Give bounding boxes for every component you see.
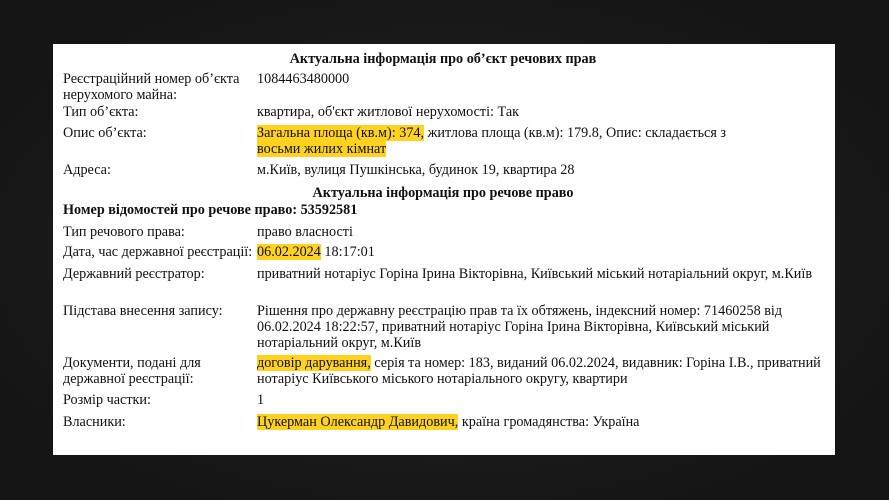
label-basis: Підстава внесення запису: [63, 303, 223, 319]
section-title-object: Актуальна інформація про об’єкт речових прав [289, 51, 597, 67]
row-object-type [63, 104, 823, 125]
highlight-rooms: восьми жилих кімнат [257, 141, 387, 157]
value-basis: Рішення про державну реєстрацію прав та їх обтяжень, індексний номер: 71460258 від 06.02.2024 18:22:57, приватний нотаріус Горіна Ірина Вікторівна, Київський міський нотаріальний округ, м.Київ [257, 303, 783, 351]
value-share: 1 [257, 392, 265, 408]
label-right-type: Тип речового права: [63, 224, 185, 240]
registry-document [53, 44, 835, 455]
label-reg-number: Реєстраційний номер об’єкта нерухомого майна: [63, 71, 240, 103]
label-owners: Власники: [63, 414, 126, 430]
label-object-type: Тип об’єкта: [63, 104, 139, 120]
registration-time: 18:17:01 [320, 244, 375, 260]
label-description: Опис об’єкта: [63, 125, 147, 141]
label-documents: Документи, подані для державної реєстрації: [63, 355, 201, 387]
row-description [63, 125, 823, 162]
highlight-gift-agreement: договір дарування, [257, 355, 371, 371]
row-documents [63, 355, 823, 392]
highlight-date: 06.02.2024 [257, 244, 321, 260]
description-text: житлова площа (кв.м): 179.8, Опис: складається з [424, 125, 727, 141]
documents-text: серія та номер: 183, виданий 06.02.2024, видавник: Горіна І.В., приватний нотаріус Київського міського нотаріального округу, квартири [257, 355, 821, 387]
section-title-right: Актуальна інформація про речове право [312, 185, 574, 201]
value-object-type: квартира, об'єкт житлової нерухомості: Так [257, 104, 520, 120]
owner-citizenship: країна громадянства: Україна [458, 414, 640, 430]
row-basis [63, 303, 823, 355]
highlight-owner-name: Цукерман Олександр Давидович, [257, 414, 459, 430]
row-registrar [63, 266, 823, 303]
row-right-type [63, 224, 823, 244]
value-registrar: приватний нотаріус Горіна Ірина Вікторівна, Київський міський нотаріальний округ, м.Київ [257, 266, 813, 282]
highlight-total-area: Загальна площа (кв.м): 374, [257, 125, 425, 141]
row-owners [63, 414, 823, 434]
label-registrar: Державний реєстратор: [63, 266, 205, 282]
row-reg-number [63, 71, 823, 104]
value-right-type: право власності [257, 224, 353, 240]
row-registration-date [63, 244, 823, 266]
row-share [63, 392, 823, 414]
value-address: м.Київ, вулиця Пушкінська, будинок 19, квартира 28 [257, 162, 575, 178]
record-number: Номер відомостей про речове право: 53592581 [63, 202, 358, 218]
label-registration-date: Дата, час державної реєстрації: [63, 244, 253, 260]
value-owners [257, 414, 823, 434]
row-address [63, 162, 823, 184]
value-registration-date [257, 244, 823, 266]
value-reg-number: 1084463480000 [257, 71, 350, 87]
label-share: Розмір частки: [63, 392, 151, 408]
label-address: Адреса: [63, 162, 111, 178]
value-documents [257, 355, 823, 392]
value-description [257, 125, 823, 162]
